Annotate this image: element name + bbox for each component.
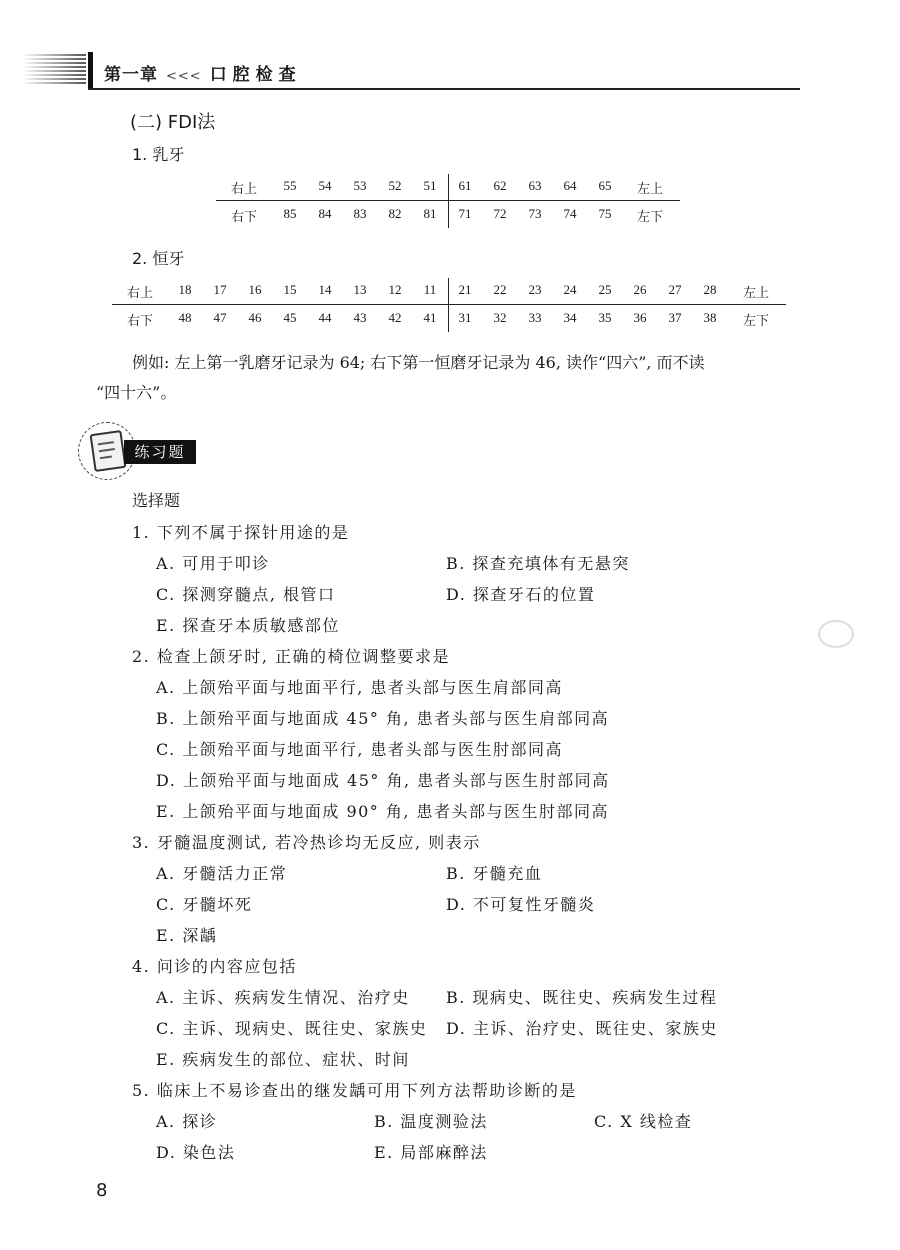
permanent-heading: 2. 恒牙 <box>132 249 185 268</box>
section-title: (二) FDI法 <box>130 112 216 133</box>
tooth-number: 21 <box>458 282 472 297</box>
option: B. 牙髓充血 <box>446 864 543 883</box>
deciduous-lower-left-label: 左下 <box>636 209 663 224</box>
tooth-number: 55 <box>283 178 297 193</box>
tooth-number: 14 <box>318 282 332 297</box>
watermark-logo <box>818 620 854 648</box>
header-bar <box>88 52 93 88</box>
tooth-number: 24 <box>563 282 577 297</box>
tooth-number: 16 <box>248 282 262 297</box>
question-stem: 2. 检查上颌牙时, 正确的椅位调整要求是 <box>132 647 451 666</box>
deciduous-vertical-line <box>448 174 449 228</box>
option: B. 探查充填体有无悬突 <box>446 554 630 573</box>
option: E. 疾病发生的部位、症状、时间 <box>156 1050 410 1069</box>
tooth-number: 48 <box>178 310 192 325</box>
option: D. 不可复性牙髓炎 <box>446 895 596 914</box>
option: D. 上颌殆平面与地面成 45° 角, 患者头部与医生肘部同高 <box>156 771 610 790</box>
tooth-number: 75 <box>598 206 612 221</box>
option: B. 上颌殆平面与地面成 45° 角, 患者头部与医生肩部同高 <box>156 709 610 728</box>
tooth-number: 27 <box>668 282 682 297</box>
tooth-number: 46 <box>248 310 262 325</box>
tooth-number: 22 <box>493 282 507 297</box>
tooth-number: 41 <box>423 310 437 325</box>
question-stem: 4. 问诊的内容应包括 <box>132 957 297 976</box>
question-category: 选择题 <box>132 491 181 510</box>
header-rule <box>88 88 800 90</box>
tooth-number: 64 <box>563 178 577 193</box>
option: C. 上颌殆平面与地面平行, 患者头部与医生肘部同高 <box>156 740 564 759</box>
option: A. 探诊 <box>156 1112 218 1131</box>
tooth-number: 45 <box>283 310 297 325</box>
example-line-1: 例如: 左上第一乳磨牙记录为 64; 右下第一恒磨牙记录为 46, 读作“四六”, 而不读 <box>132 353 705 372</box>
tooth-number: 11 <box>423 282 437 297</box>
tooth-number: 54 <box>318 178 332 193</box>
option: E. 局部麻醉法 <box>374 1143 488 1162</box>
tooth-number: 53 <box>353 178 367 193</box>
tooth-number: 17 <box>213 282 227 297</box>
chapter-label: 第一章 <box>104 65 158 85</box>
clipboard-line <box>100 456 112 460</box>
tooth-number: 83 <box>353 206 367 221</box>
option: A. 牙髓活力正常 <box>156 864 288 883</box>
clipboard-line <box>99 448 115 452</box>
option: E. 深龋 <box>156 926 218 945</box>
tooth-number: 47 <box>213 310 227 325</box>
option: C. 探测穿髓点, 根管口 <box>156 585 336 604</box>
option: D. 染色法 <box>156 1143 236 1162</box>
tooth-number: 25 <box>598 282 612 297</box>
permanent-vertical-line <box>448 278 449 332</box>
tooth-number: 52 <box>388 178 402 193</box>
option: D. 主诉、治疗史、既往史、家族史 <box>446 1019 718 1038</box>
tooth-number: 23 <box>528 282 542 297</box>
tooth-number: 81 <box>423 206 437 221</box>
tooth-number: 82 <box>388 206 402 221</box>
tooth-number: 28 <box>703 282 717 297</box>
tooth-number: 13 <box>353 282 367 297</box>
permanent-upper-right-label: 右上 <box>126 285 153 300</box>
tooth-number: 18 <box>178 282 192 297</box>
tooth-number: 43 <box>353 310 367 325</box>
example-line-2: “四十六”。 <box>96 383 177 402</box>
deciduous-heading: 1. 乳牙 <box>132 145 185 164</box>
tooth-number: 61 <box>458 178 472 193</box>
tooth-number: 26 <box>633 282 647 297</box>
clipboard-line <box>98 441 114 445</box>
option: B. 温度测验法 <box>374 1112 488 1131</box>
permanent-lower-right-label: 右下 <box>126 313 153 328</box>
option: C. 主诉、现病史、既往史、家族史 <box>156 1019 428 1038</box>
option: A. 可用于叩诊 <box>156 554 270 573</box>
tooth-number: 32 <box>493 310 507 325</box>
tooth-number: 33 <box>528 310 542 325</box>
tooth-number: 84 <box>318 206 332 221</box>
option: D. 探查牙石的位置 <box>446 585 596 604</box>
tooth-number: 15 <box>283 282 297 297</box>
tooth-number: 72 <box>493 206 507 221</box>
option: C. 牙髓坏死 <box>156 895 253 914</box>
permanent-horizontal-line <box>112 304 786 305</box>
option: A. 上颌殆平面与地面平行, 患者头部与医生肩部同高 <box>156 678 563 697</box>
tooth-number: 51 <box>423 178 437 193</box>
tooth-number: 35 <box>598 310 612 325</box>
question-stem: 1. 下列不属于探针用途的是 <box>132 523 350 542</box>
option: E. 上颌殆平面与地面成 90° 角, 患者头部与医生肘部同高 <box>156 802 610 821</box>
tooth-number: 62 <box>493 178 507 193</box>
tooth-number: 74 <box>563 206 577 221</box>
permanent-lower-left-label: 左下 <box>742 313 769 328</box>
deciduous-lower-right-label: 右下 <box>230 209 257 224</box>
tooth-number: 85 <box>283 206 297 221</box>
tooth-number: 63 <box>528 178 542 193</box>
deciduous-upper-left-label: 左上 <box>636 181 663 196</box>
running-header <box>104 60 302 85</box>
tooth-number: 38 <box>703 310 717 325</box>
practice-badge-label: 练习题 <box>124 440 196 464</box>
deciduous-upper-right-label: 右上 <box>230 181 257 196</box>
chapter-subtitle: 口腔检查 <box>209 65 302 85</box>
tooth-number: 34 <box>563 310 577 325</box>
tooth-number: 36 <box>633 310 647 325</box>
tooth-number: 37 <box>668 310 682 325</box>
header-separator: <<< <box>166 69 202 84</box>
tooth-number: 31 <box>458 310 472 325</box>
header-decoration-fade <box>22 54 86 86</box>
tooth-number: 44 <box>318 310 332 325</box>
option: C. X 线检查 <box>594 1112 693 1131</box>
clipboard-icon <box>90 430 127 472</box>
page-number: 8 <box>96 1180 108 1201</box>
question-stem: 3. 牙髓温度测试, 若冷热诊均无反应, 则表示 <box>132 833 481 852</box>
option: E. 探查牙本质敏感部位 <box>156 616 340 635</box>
permanent-upper-left-label: 左上 <box>742 285 769 300</box>
tooth-number: 71 <box>458 206 472 221</box>
option: B. 现病史、既往史、疾病发生过程 <box>446 988 718 1007</box>
tooth-number: 73 <box>528 206 542 221</box>
question-stem: 5. 临床上不易诊查出的继发龋可用下列方法帮助诊断的是 <box>132 1081 577 1100</box>
option: A. 主诉、疾病发生情况、治疗史 <box>156 988 410 1007</box>
tooth-number: 12 <box>388 282 402 297</box>
tooth-number: 42 <box>388 310 402 325</box>
tooth-number: 65 <box>598 178 612 193</box>
